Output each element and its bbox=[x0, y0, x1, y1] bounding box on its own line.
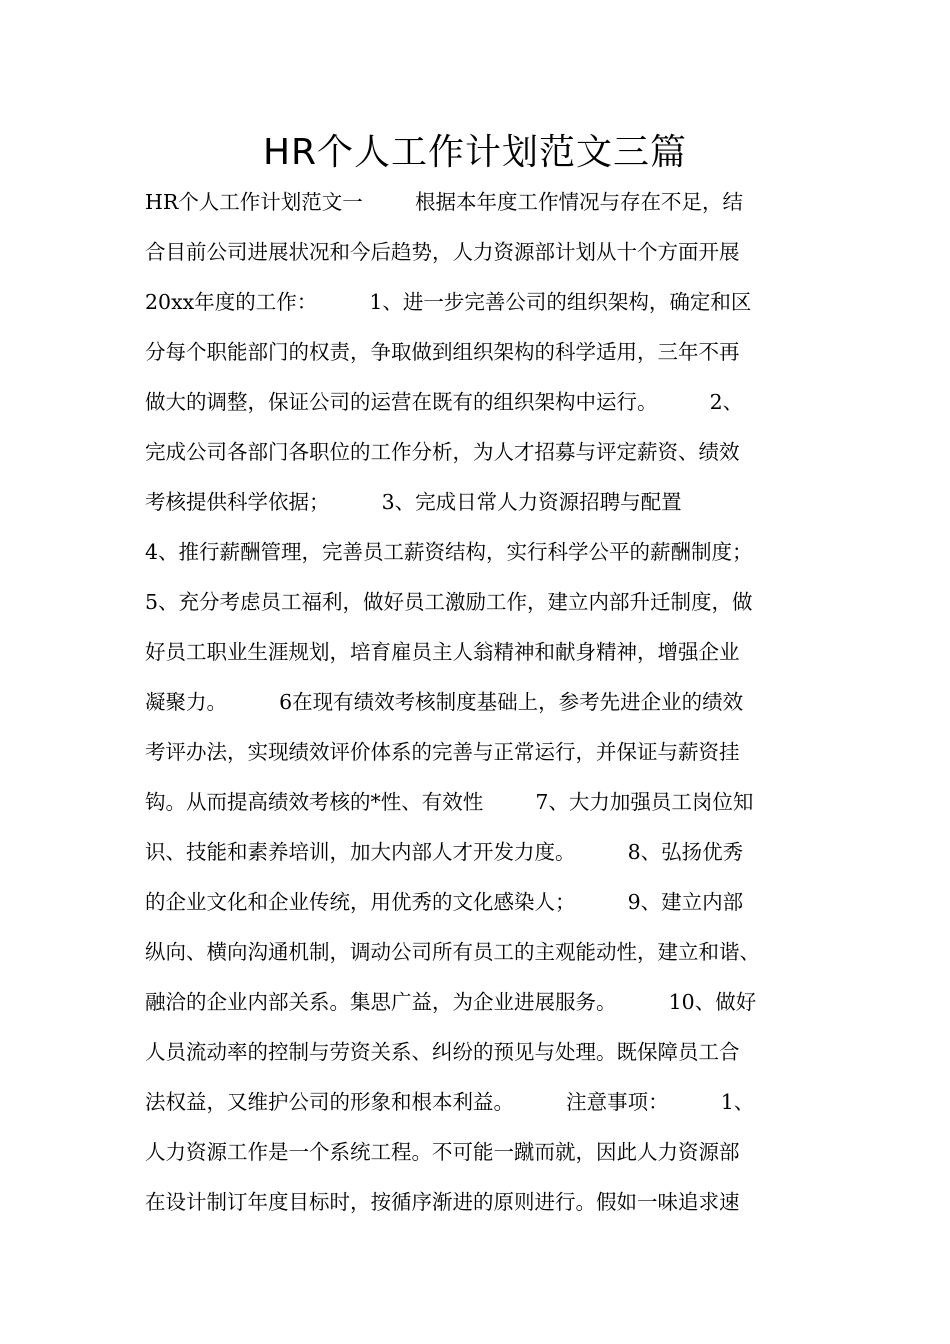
body-line: 人员流动率的控制与劳资关系、纠纷的预见与处理。既保障员工合 bbox=[145, 1040, 740, 1064]
body-line: 法权益，又维护公司的形象和根本利益。 注意事项： 1、 bbox=[145, 1090, 755, 1114]
body-line: 20xx年度的工作： 1、进一步完善公司的组织架构，确定和区 bbox=[145, 290, 752, 314]
body-line: 5、充分考虑员工福利，做好员工激励工作，建立内部升迁制度，做 bbox=[145, 590, 753, 614]
body-line: 考核提供科学依据； 3、完成日常人力资源招聘与配置 bbox=[145, 490, 682, 514]
body-line: 凝聚力。 6在现有绩效考核制度基础上，参考先进企业的绩效 bbox=[145, 690, 744, 714]
body-line: HR个人工作计划范文一 根据本年度工作情况与存在不足，结 bbox=[145, 190, 743, 214]
body-line: 的企业文化和企业传统，用优秀的文化感染人； 9、建立内部 bbox=[145, 890, 744, 914]
body-line: 做大的调整，保证公司的运营在既有的组织架构中运行。 2、 bbox=[145, 390, 744, 414]
body-line: 完成公司各部门各职位的工作分析，为人才招募与评定薪资、绩效 bbox=[145, 440, 740, 464]
document-title: HR个人工作计划范文三篇 bbox=[262, 132, 688, 173]
body-line: 分每个职能部门的权责，争取做到组织架构的科学适用，三年不再 bbox=[145, 340, 740, 364]
body-line: 好员工职业生涯规划，培育雇员主人翁精神和献身精神，增强企业 bbox=[145, 640, 740, 664]
body-line: 纵向、横向沟通机制，调动公司所有员工的主观能动性，建立和谐、 bbox=[145, 940, 760, 964]
body-line: 识、技能和素养培训，加大内部人才开发力度。 8、弘扬优秀 bbox=[145, 840, 744, 864]
body-line: 钩。从而提高绩效考核的*性、有效性 7、大力加强员工岗位知 bbox=[145, 790, 754, 814]
body-line: 合目前公司进展状况和今后趋势，人力资源部计划从十个方面开展 bbox=[145, 240, 740, 264]
body-line: 融洽的企业内部关系。集思广益，为企业进展服务。 10、做好 bbox=[145, 990, 757, 1014]
body-line: 人力资源工作是一个系统工程。不可能一蹴而就，因此人力资源部 bbox=[145, 1140, 740, 1164]
body-line: 在设计制订年度目标时，按循序渐进的原则进行。假如一味追求速 bbox=[145, 1190, 740, 1214]
body-line: 4、推行薪酬管理，完善员工薪资结构，实行科学公平的薪酬制度； bbox=[145, 540, 753, 564]
body-line: 考评办法，实现绩效评价体系的完善与正常运行，并保证与薪资挂 bbox=[145, 740, 740, 764]
